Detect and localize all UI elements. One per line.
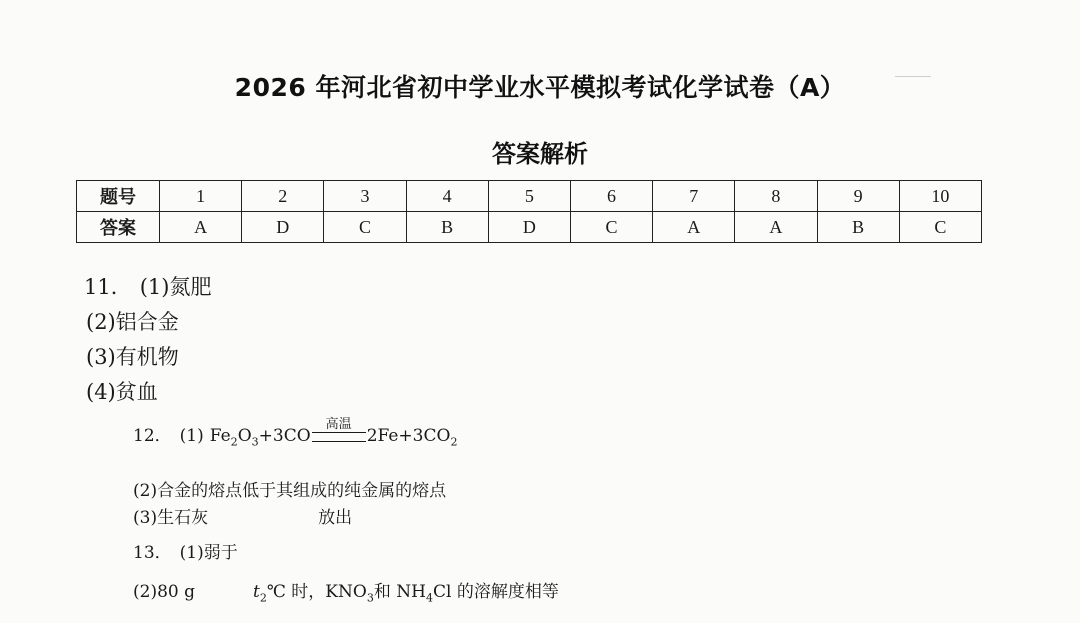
q12-part1-prefix: (1) bbox=[179, 426, 204, 446]
q12-line-1 bbox=[133, 417, 458, 449]
q12-part-2: (2)合金的熔点低于其组成的纯金属的熔点 bbox=[133, 481, 447, 501]
q11-label: 11． bbox=[84, 275, 132, 299]
q13-label: 13． bbox=[133, 543, 172, 563]
double-line-sign bbox=[312, 432, 366, 442]
eq-condition: 高温 bbox=[325, 417, 352, 432]
table-row-answers bbox=[77, 212, 982, 243]
q13-sub3: 3 bbox=[366, 591, 374, 605]
q13-text-c: ℃ 时，KNO bbox=[266, 582, 367, 602]
q13-line-1 bbox=[133, 538, 238, 563]
eq-products: 2Fe+3CO bbox=[366, 426, 451, 446]
table-cell: B bbox=[817, 212, 899, 243]
q13-sub4: 4 bbox=[425, 591, 433, 605]
table-cell: 4 bbox=[406, 181, 488, 212]
table-cell: A bbox=[735, 212, 817, 243]
q11-answer-4: (4)贫血 bbox=[86, 380, 158, 404]
eq-subscript: 2 bbox=[230, 435, 238, 449]
eq-arrow bbox=[311, 417, 367, 446]
eq-subscript: 2 bbox=[450, 435, 458, 449]
table-cell: 9 bbox=[817, 181, 899, 212]
table-cell: D bbox=[242, 212, 324, 243]
row-label-number: 题号 bbox=[77, 181, 160, 212]
eq-subscript: 3 bbox=[251, 435, 259, 449]
q12-line-3 bbox=[133, 503, 352, 528]
q12-part-3a: (3)生石灰 bbox=[133, 508, 209, 528]
table-cell: 5 bbox=[488, 181, 570, 212]
q13-text-end: Cl 的溶解度相等 bbox=[432, 582, 559, 602]
table-row-numbers bbox=[77, 181, 982, 212]
chemical-equation bbox=[209, 417, 458, 449]
eq-fe: Fe bbox=[209, 426, 231, 446]
page-subtitle: 答案解析 bbox=[492, 140, 588, 168]
q11-answer-2: (2)铝合金 bbox=[86, 310, 179, 334]
table-cell: C bbox=[570, 212, 652, 243]
table-cell: 7 bbox=[653, 181, 735, 212]
answer-table bbox=[76, 180, 982, 243]
q12-label: 12． bbox=[133, 426, 172, 446]
q13-part-2a: (2)80 g bbox=[133, 582, 195, 602]
q13-line-2 bbox=[133, 577, 559, 604]
eq-o: O bbox=[237, 426, 252, 446]
q12-part-3b: 放出 bbox=[318, 508, 353, 528]
table-cell: 8 bbox=[735, 181, 817, 212]
q11-answer-1: (1)氮肥 bbox=[139, 275, 212, 299]
q13-part-1: (1)弱于 bbox=[179, 543, 238, 563]
q11-line-1 bbox=[84, 271, 211, 301]
table-cell: D bbox=[488, 212, 570, 243]
table-cell: C bbox=[899, 212, 981, 243]
table-cell: A bbox=[653, 212, 735, 243]
table-cell: 2 bbox=[242, 181, 324, 212]
q13-temp-sub: 2 bbox=[259, 591, 267, 605]
table-cell: A bbox=[160, 212, 242, 243]
table-cell: B bbox=[406, 212, 488, 243]
q13-text-and: 和 NH bbox=[373, 582, 426, 602]
page-title: 2026 年河北省初中学业水平模拟考试化学试卷（A） bbox=[234, 73, 846, 102]
table-cell: C bbox=[324, 212, 406, 243]
table-cell: 1 bbox=[160, 181, 242, 212]
eq-reactant-co: +3CO bbox=[258, 426, 311, 446]
table-cell: 10 bbox=[899, 181, 981, 212]
table-cell: 3 bbox=[324, 181, 406, 212]
q13-temp-t: t bbox=[253, 582, 260, 602]
table-cell: 6 bbox=[570, 181, 652, 212]
row-label-answer: 答案 bbox=[77, 212, 160, 243]
q11-answer-3: (3)有机物 bbox=[86, 345, 179, 369]
